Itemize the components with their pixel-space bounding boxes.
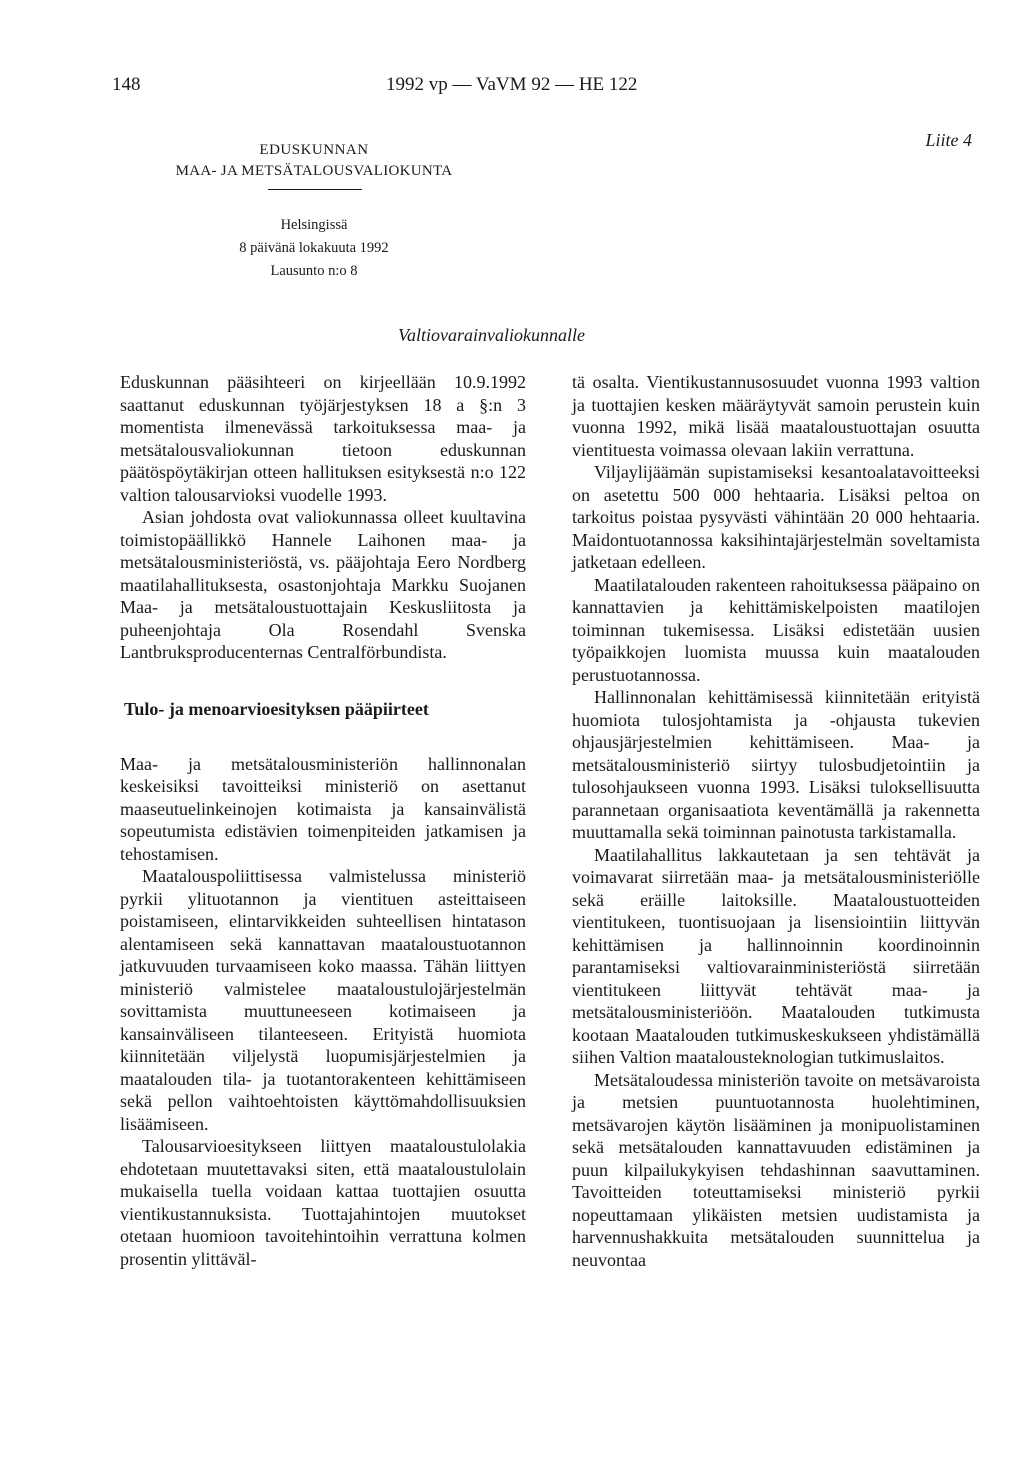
paragraph: Asian johdosta ovat valiokunnassa olleet kuultavina toimistopäällikkö Hannele Laihonen maa- ja metsätalousministeriöstä, vs. pääjohtaja Eero Nordberg maatilahallituksesta, osastonjohtaja Markku Suojanen Maa- ja metsätaloustuottajain Keskusliitosta ja puheenjohtaja Ola Rosendahl Svenska Lantbruksproducenternas Centralförbundista.: [120, 507, 526, 662]
committee-name: [108, 140, 520, 182]
paragraph: Talousarvioesitykseen liittyen maataloustulolakia ehdotetaan muutettavaksi siten, että maataloustulolain mukaisella tuella voidaan kattaa tuottajien osuutta vientikustannuksista. Tuottajahintojen muutokset otetaan huomioon tavoitehintoihin verrattuna kolmen prosentin ylittäväl-: [120, 1136, 526, 1269]
paragraph: Maatalouspoliittisessa valmistelussa ministeriö pyrkii ylituotannon ja vientituen asteittaiseen poistamiseen, elintarvikkeiden suhteellisen hintatason alentamiseen sekä kannattavan maataloustuotannon jatkuvuuden turvaamiseen koko maassa. Tähän liittyen ministeriö valmistelee maataloustulojärjestelmän sovittamista muuttuneeseen kotimaiseen ja kansainväliseen tilanteeseen. Erityistä huomiota kiinnitetään viljelystä luopumisjärjestelmien ja maatalouden tila- ja tuotantorakenteen kehittämiseen sekä pellon vaihtoehtoisten käyttömahdollisuuksien lisäämiseen.: [120, 866, 526, 1134]
running-header: 1992 vp — VaVM 92 — HE 122: [386, 74, 638, 95]
committee-line-2: MAA- JA METSÄTALOUSVALIOKUNTA: [175, 163, 453, 179]
section-heading: Tulo- ja menoarvioesityksen pääpiirteet: [124, 698, 429, 719]
addressee: Valtiovarainvaliokunnalle: [398, 325, 585, 345]
paragraph: Hallinnonalan kehittämisessä kiinnitetään erityistä huomiota tulosjohtamista ja -ohjausta tukevien ohjausjärjestelmien kehittämiseen. Maa- ja metsätalousministeriö siirtyy tulosbudjetointiin ja tulosohjaukseen vuonna 1993. Lisäksi tuloksellisuutta parannetaan organisaatiota keventämällä ja rakennetta muuttamalla sekä toiminnan painotusta tarkistamalla.: [572, 687, 980, 842]
left-column: [120, 371, 526, 1270]
statement-number: Lausunto n:o 8: [270, 263, 358, 279]
paragraph: Maatilahallitus lakkautetaan ja sen tehtävät ja voimavarat siirretään maa- ja metsätalousministeriölle sekä eräille laitoksille. Maataloustuotteiden vientitukeen, tuontisuojaan ja lisensiointiin liittyvän kehittämisen ja hallinnoinnin koordinoinnin parantamiseksi valtiovarainministeriöstä siirretään vientitukeen liittyvät tehtävät maa- ja metsätalousministeriöön. Maatalouden tutkimusta kootaan Maatalouden tutkimuskeskukseen yhdistämällä siihen Valtion maatalousteknologian tutkimuslaitos.: [572, 844, 980, 1067]
divider-rule: [268, 189, 362, 190]
right-column: [572, 371, 980, 1271]
place: Helsingissä: [280, 217, 348, 233]
statement-meta: [108, 214, 520, 283]
paragraph: Metsätaloudessa ministeriön tavoite on metsävaroista ja metsien puuntuotannosta huolehtiminen, metsävarojen käytön lisääminen ja monipuolistaminen sekä metsätalouden kannattavuuden edistäminen ja puun kilpailukykyisen tehdashinnan saavuttaminen. Tavoitteiden toteuttamiseksi ministeriö pyrkii nopeuttamaan ylikäisten metsien uudistamista ja harvennushakkuita metsätalouden suunnittelua ja neuvontaa: [572, 1069, 980, 1270]
appendix-label: Liite 4: [925, 130, 972, 150]
paragraph: tä osalta. Vientikustannusosuudet vuonna 1993 valtion ja tuottajien kesken määräytyvät samoin perustein kuin vuonna 1992, mikä lisää maataloustuottajan osuutta vientituesta voimassa olevaan lakiin verrattuna.: [572, 372, 980, 460]
committee-line-1: EDUSKUNNAN: [259, 142, 369, 158]
paragraph: Maatilatalouden rakenteen rahoituksessa pääpaino on kannattavien ja kehittämiskelpoisten maatilojen toiminnan tukemisessa. Lisäksi edistetään uusien työpaikkojen luomista muussa kuin maatalouden perustuotannossa.: [572, 574, 980, 685]
paragraph: Viljaylijäämän supistamiseksi kesantoalatavoitteeksi on asetettu 500 000 hehtaaria. Lisäksi peltoa on tarkoitus poistaa pysyvästi vähintään 20 000 hehtaaria. Maidontuotannossa kaksihintajärjestelmän soveltamista jatketaan edelleen.: [572, 462, 980, 572]
date: 8 päivänä lokakuuta 1992: [239, 240, 389, 256]
paragraph: Eduskunnan pääsihteeri on kirjeellään 10.9.1992 saattanut eduskunnan työjärjestyksen 18 a §:n 3 momentista ilmenevässä tarkoituksessa maa- ja metsätalousvaliokunnan tietoon eduskunnan päätöspöytäkirjan otteen hallituksen esityksestä n:o 122 valtion talousarvioksi vuodelle 1993.: [120, 372, 526, 505]
page-number: 148: [112, 74, 141, 95]
paragraph: Maa- ja metsätalousministeriön hallinnonalan keskeisiksi tavoitteiksi ministeriö on asettanut maaseutuelinkeinojen kotimaista ja kansainvälistä sopeutumista edistävien toimenpiteiden jatkamisen ja tehostamisen.: [120, 753, 526, 864]
